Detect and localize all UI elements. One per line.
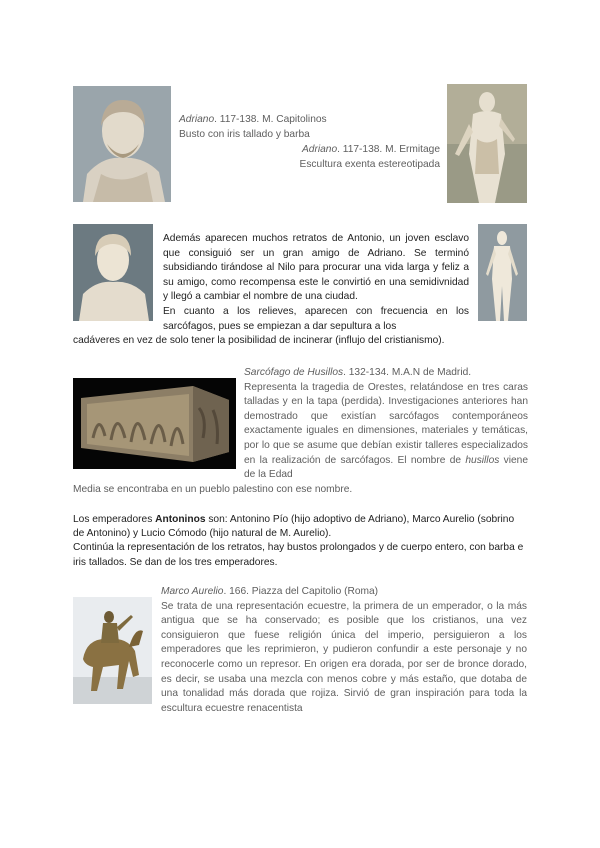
marcus-aurelius-text <box>161 585 527 716</box>
antinous-bust-photo <box>73 224 153 321</box>
caption-details: . 117-138. M. Ermitage <box>337 144 440 155</box>
caption-details: . 166. Piazza del Capitolio (Roma) <box>223 586 379 597</box>
hadrian-bust-photo <box>73 86 171 202</box>
portraits-text: Continúa la representación de los retratos, hay bustos prolongados y de cuerpo entero, con barba e iris tallados. Se dan de los tres emperadores. <box>73 542 524 568</box>
caption-title: Marco Aurelio <box>161 586 224 597</box>
caption-hadrian-capitolinos <box>179 113 429 142</box>
caption-title: Sarcófago de Husillos <box>244 367 344 378</box>
caption-description: Busto con iris tallado y barba <box>179 128 310 140</box>
description-text: Representa la tragedia de Orestes, relatándose en tres caras talladas y en la tapa (perdida). Investigaciones anteriores han demostrado que existían sarcófagos contemporáneos exactamente iguales en dimensiones, materiales y temáticas, por lo que se asume que debían existir talleres especializados en la realización de sarcófagos. El nombre de <box>244 381 528 466</box>
caption-title: Adriano <box>179 114 215 125</box>
marcus-aurelius-description: Se trata de una representación ecuestre, la primera de un emperador, o la más antigua que se ha conservado; es posible que los cristianos, una vez consiguieron que fuese religión única del imperio, persiguieron a los emperadores que les reprimieron, y pudieron confundir a este personaje y no reconocerle como un represor. En origen era dorada, por ser de bronce dorado, es decir, se usaba una mezcla con menos cobre y más estaño, que dotaba de una tonalidad más dorada que rojiza. Sirvió de gran inspiración para toda la escultura ecuestre renacentista <box>161 600 527 714</box>
antoninos-paragraph <box>73 513 528 570</box>
marcus-aurelius-photo <box>73 597 152 704</box>
caption-hadrian-ermitage <box>280 143 440 172</box>
caption-details: . 117-138. M. Capitolinos <box>214 114 327 125</box>
husillos-description-last: Media se encontraba en un pueblo palestino con ese nombre. <box>73 484 353 495</box>
antoninos-bold: Antoninos <box>155 514 206 525</box>
husillos-sarcophagus-photo <box>73 378 236 469</box>
intro-text: Los emperadores <box>73 514 156 525</box>
description-italic: husillos <box>465 454 500 466</box>
husillos-description <box>244 381 528 483</box>
reliefs-paragraph-end: cadáveres en vez de solo tener la posibilidad de incinerar (influjo del cristianismo). <box>73 335 445 346</box>
reliefs-paragraph: En cuanto a los relieves, aparecen con frecuencia en los sarcófagos, pues se empiezan a dar sepultura a los <box>163 306 469 332</box>
caption-details: . 132-134. M.A.N de Madrid. <box>343 367 472 378</box>
emperors-list: son: Antonino Pío (hijo adoptivo de Adriano), Marco Aurelio (sobrino de Antonino) y Lucio Cómodo (hijo natural de M. Aurelio). <box>73 514 515 540</box>
caption-title: Adriano <box>302 144 338 155</box>
antinous-statue-photo <box>478 224 527 321</box>
caption-description: Escultura exenta estereotipada <box>299 158 440 170</box>
hadrian-statue-photo <box>447 84 527 203</box>
husillos-caption <box>244 366 528 483</box>
antinous-paragraph: Además aparecen muchos retratos de Antonio, un joven esclavo que consiguió ser un gran amigo de Adriano. Se terminó subsidiando tirándose al Nilo para procurar una vida larga y feliz a su amigo, como recompensa este le convirtió en una semidivnidad y llegó a cambiar el nombre de una ciudad. <box>163 233 469 303</box>
description-text-end: viene de la Edad <box>244 454 529 481</box>
